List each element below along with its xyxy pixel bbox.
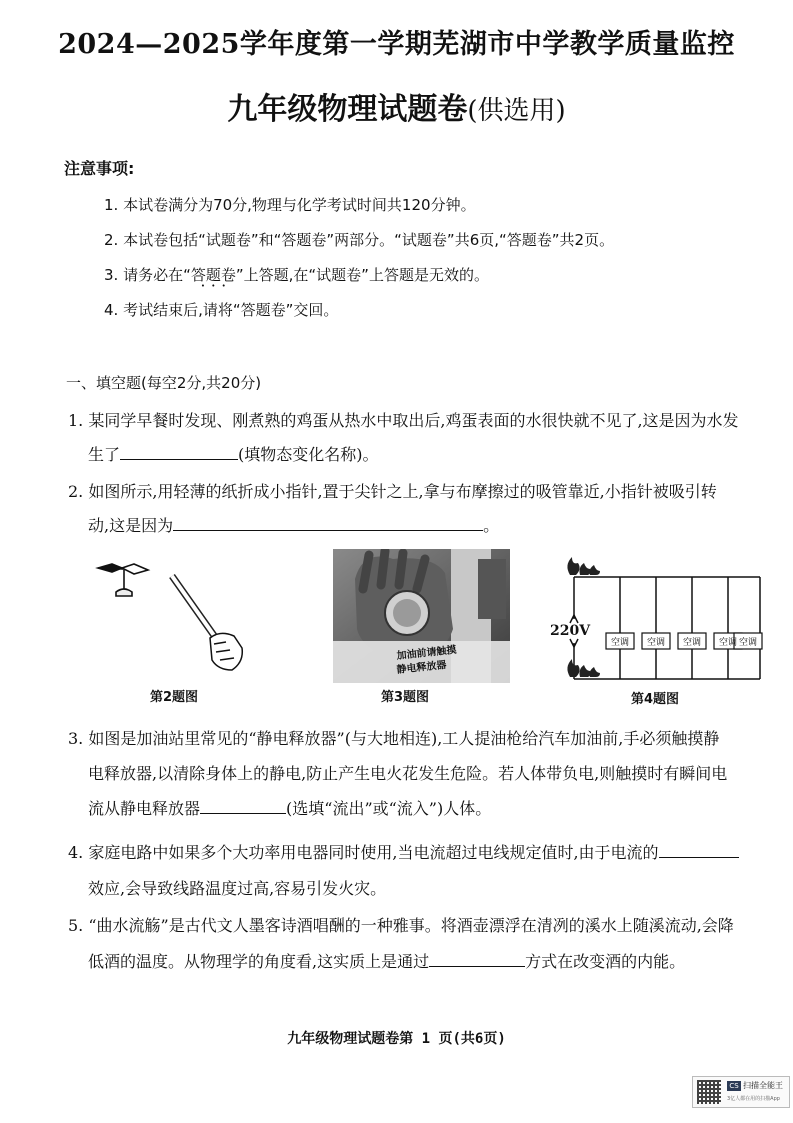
voltage-label: 220V	[550, 623, 591, 639]
notice-item-3-a: 3. 请务必在“	[104, 266, 191, 284]
scanner-name: 扫描全能王	[743, 1081, 783, 1090]
q1-text-a: 生了	[88, 445, 121, 464]
q3-line-1: 3. 如图是加油站里常见的“静电释放器”(与大地相连),工人提油枪给汽车加油前,手必须触摸静	[68, 729, 720, 748]
q3-text-a: 流从静电释放器	[88, 799, 201, 818]
fire-icon-bottom	[567, 659, 600, 677]
q2-line-2	[88, 513, 499, 536]
notice-item-3-emphasis: 答题卷 • • •	[191, 266, 236, 284]
paper-title	[0, 84, 793, 128]
figure-3-label-line-1: 加油前请触摸	[396, 644, 457, 662]
q5-line-2	[88, 949, 685, 972]
q5-answer-blank[interactable]	[429, 952, 525, 967]
page-footer: 九年级物理试题卷第 1 页(共6页)	[287, 1031, 506, 1047]
figure-2-caption: 第2题图	[150, 690, 199, 705]
q3-text-b: (选填“流出”或“流入”)人体。	[286, 799, 492, 818]
q1-line-1: 1. 某同学早餐时发现、刚煮熟的鸡蛋从热水中取出后,鸡蛋表面的水很快就不见了,这是因为水发	[68, 411, 739, 430]
notice-item-4: 4. 考试结束后,请将“答题卷”交回。	[104, 301, 339, 319]
paper-title-note: (供选用)	[467, 96, 566, 126]
figure-3-label-line-2: 静电释放器	[396, 659, 448, 676]
notice-item-1: 1. 本试卷满分为70分,物理与化学考试时间共120分钟。	[104, 196, 476, 214]
notice-heading: 注意事项:	[64, 159, 135, 178]
appliance-label-4: 空调	[718, 638, 738, 648]
section-heading: 一、填空题(每空2分,共20分)	[66, 374, 262, 392]
notice-item-3-b: ”上答题,在“试题卷”上答题是无效的。	[235, 266, 489, 284]
figure-2-illustration	[92, 552, 272, 682]
qr-code-icon	[697, 1080, 721, 1104]
q2-line-1: 2. 如图所示,用轻薄的纸折成小指针,置于尖针之上,拿与布摩擦过的吸管靠近,小指针被吸引转	[68, 482, 717, 501]
paper-title-main: 九年级物理试题卷	[227, 92, 468, 127]
exam-title: 2024—2025学年度第一学期芜湖市中学教学质量监控	[58, 29, 735, 60]
scanner-watermark	[692, 1076, 790, 1108]
q3-line-2: 电释放器,以清除身体上的静电,防止产生电火花发生危险。若人体带负电,则触摸时有瞬间电	[88, 764, 728, 783]
appliance-label-2: 空调	[646, 638, 666, 648]
q1-text-b: (填物态变化名称)。	[238, 445, 379, 464]
q4-line-2: 效应,会导致线路温度过高,容易引发火灾。	[88, 879, 387, 898]
appliance-label-5: 空调	[738, 638, 758, 648]
q3-line-3	[88, 796, 491, 819]
q5-line-1: 5. “曲水流觞”是古代文人墨客诗酒唱酬的一种雅事。将酒壶漂浮在清冽的溪水上随溪流动,会降	[68, 916, 734, 935]
notice-item-2: 2. 本试卷包括“试题卷”和“答题卷”两部分。“试题卷”共6页,“答题卷”共2页。	[104, 231, 615, 249]
fire-icon-top	[567, 557, 600, 575]
appliance-label-1: 空调	[610, 638, 630, 648]
figure-3-caption: 第3题图	[381, 690, 430, 705]
figure-3-photo	[333, 549, 510, 683]
q5-text-a: 低酒的温度。从物理学的角度看,这实质上是通过	[88, 952, 430, 971]
q2-answer-blank[interactable]	[173, 516, 483, 531]
q4-line-1	[68, 840, 739, 863]
q4-text-a: 4. 家庭电路中如果多个大功率用电器同时使用,当电流超过电线规定值时,由于电流的	[68, 843, 659, 862]
appliance-label-3: 空调	[682, 638, 702, 648]
q3-answer-blank[interactable]	[200, 799, 286, 814]
q5-text-b: 方式在改变酒的内能。	[525, 952, 686, 971]
q2-text-b: 。	[483, 516, 500, 535]
q4-answer-blank[interactable]	[659, 843, 739, 858]
scanner-tagline: 3亿人都在用的扫描App	[727, 1096, 780, 1102]
figure-4-caption: 第4题图	[631, 692, 680, 707]
figure-4-circuit	[548, 553, 770, 687]
scanner-badge: CS	[727, 1081, 741, 1091]
notice-item-3	[104, 264, 489, 285]
q1-answer-blank[interactable]	[120, 445, 238, 460]
q1-line-2	[88, 442, 379, 465]
q2-text-a: 动,这是因为	[88, 516, 174, 535]
